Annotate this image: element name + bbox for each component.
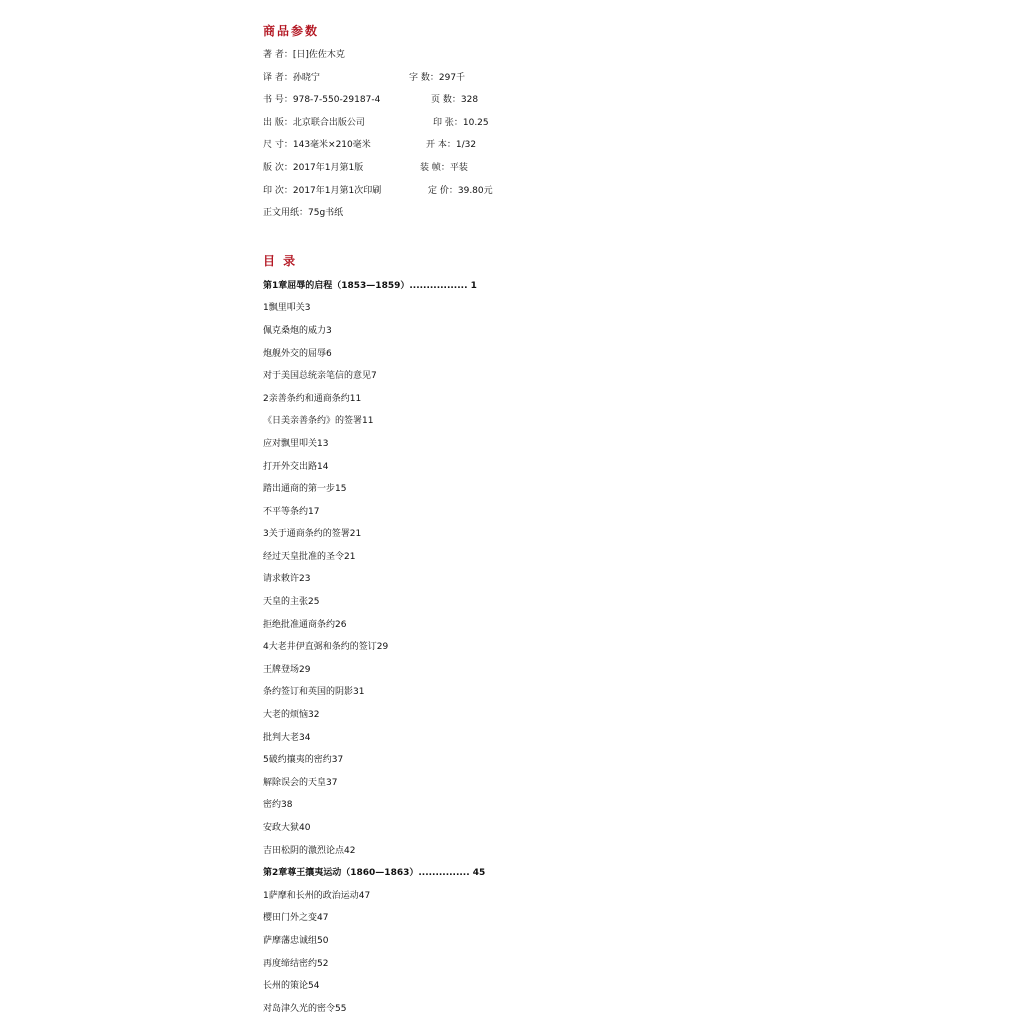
param-left-label: 书 号：978-7-550-29187-4 (263, 95, 381, 106)
toc-entry: 王牌登场29 (263, 664, 311, 675)
toc-entry: 请求敕许23 (263, 574, 311, 585)
param-right-label: 装 帧：平装 (420, 162, 468, 173)
toc-entry: 密约38 (263, 800, 293, 811)
toc-entry: 对于美国总统亲笔信的意见7 (263, 371, 377, 382)
toc-entry: 《日美亲善条约》的签署11 (263, 416, 374, 427)
param-left-label: 版 次：2017年1月第1版 (263, 162, 364, 173)
toc-entry: 1飘里叩关3 (263, 303, 311, 314)
toc-entry: 大老的烦恼32 (263, 710, 320, 721)
toc-entry: 踏出通商的第一步15 (263, 484, 347, 495)
param-row (263, 44, 763, 67)
toc-chapter: 第1章屈辱的启程（1853—1859）................. 1 (263, 280, 477, 291)
toc-entry: 炮舰外交的屈辱6 (263, 348, 332, 359)
product-page (263, 20, 763, 1020)
toc-entry: 樱田门外之变47 (263, 913, 329, 924)
param-left-label: 译 者：孙晓宁 (263, 72, 320, 83)
toc-entry: 对岛津久光的密令55 (263, 1003, 347, 1014)
toc-entry: 应对飘里叩关13 (263, 438, 329, 449)
toc-entry: 1萨摩和长州的政治运动47 (263, 890, 371, 901)
params-heading: 商品参数 (263, 24, 320, 38)
param-right-label: 定 价：39.80元 (428, 185, 493, 196)
param-row (263, 112, 763, 135)
param-row (263, 180, 763, 203)
param-left-label: 尺 寸：143毫米×210毫米 (263, 140, 371, 151)
param-left-label: 印 次：2017年1月第1次印刷 (263, 185, 382, 196)
toc-entry: 再度缔结密约52 (263, 958, 329, 969)
toc-entry: 5破约攘夷的密约37 (263, 755, 344, 766)
toc-entry: 萨摩藩忠诚组50 (263, 935, 329, 946)
toc-entry: 批判大老34 (263, 732, 311, 743)
toc-entry: 吉田松阴的激烈论点42 (263, 845, 356, 856)
toc-entry: 佩克桑炮的威力3 (263, 325, 332, 336)
toc-entry: 4大老井伊直弼和条约的签订29 (263, 642, 389, 653)
toc-entry: 不平等条约17 (263, 506, 320, 517)
param-right-label: 页 数：328 (431, 95, 479, 106)
param-row (263, 134, 763, 157)
toc-entry: 经过天皇批准的圣令21 (263, 551, 356, 562)
param-left-label: 著 者：[日]佐佐木克 (263, 50, 345, 60)
param-row (263, 89, 763, 112)
param-left-label: 出 版：北京联合出版公司 (263, 117, 365, 128)
toc-entry: 解除误会的天皇37 (263, 777, 338, 788)
param-right-label: 印 张：10.25 (433, 117, 489, 128)
toc-entry: 天皇的主张25 (263, 597, 320, 608)
toc-entry: 打开外交出路14 (263, 461, 329, 472)
toc-list (263, 275, 763, 1021)
toc-entry: 长州的策论54 (263, 981, 320, 992)
param-row (263, 67, 763, 90)
params-list (263, 44, 763, 225)
toc-entry: 条约签订和英国的阴影31 (263, 687, 365, 698)
param-row (263, 202, 763, 225)
toc-entry: 拒绝批准通商条约26 (263, 619, 347, 630)
param-right-label: 字 数：297千 (409, 72, 466, 83)
toc-chapter: 第2章尊王攘夷运动（1860—1863）............... 45 (263, 868, 486, 879)
toc-entry: 3关于通商条约的签署21 (263, 529, 362, 540)
toc-entry: 2亲善条约和通商条约11 (263, 393, 362, 404)
toc-heading: 目 录 (263, 253, 298, 268)
param-right-label: 开 本：1/32 (426, 140, 477, 151)
param-left-label: 正文用纸：75g书纸 (263, 208, 344, 219)
toc-entry: 安政大狱40 (263, 823, 311, 833)
param-row (263, 157, 763, 180)
